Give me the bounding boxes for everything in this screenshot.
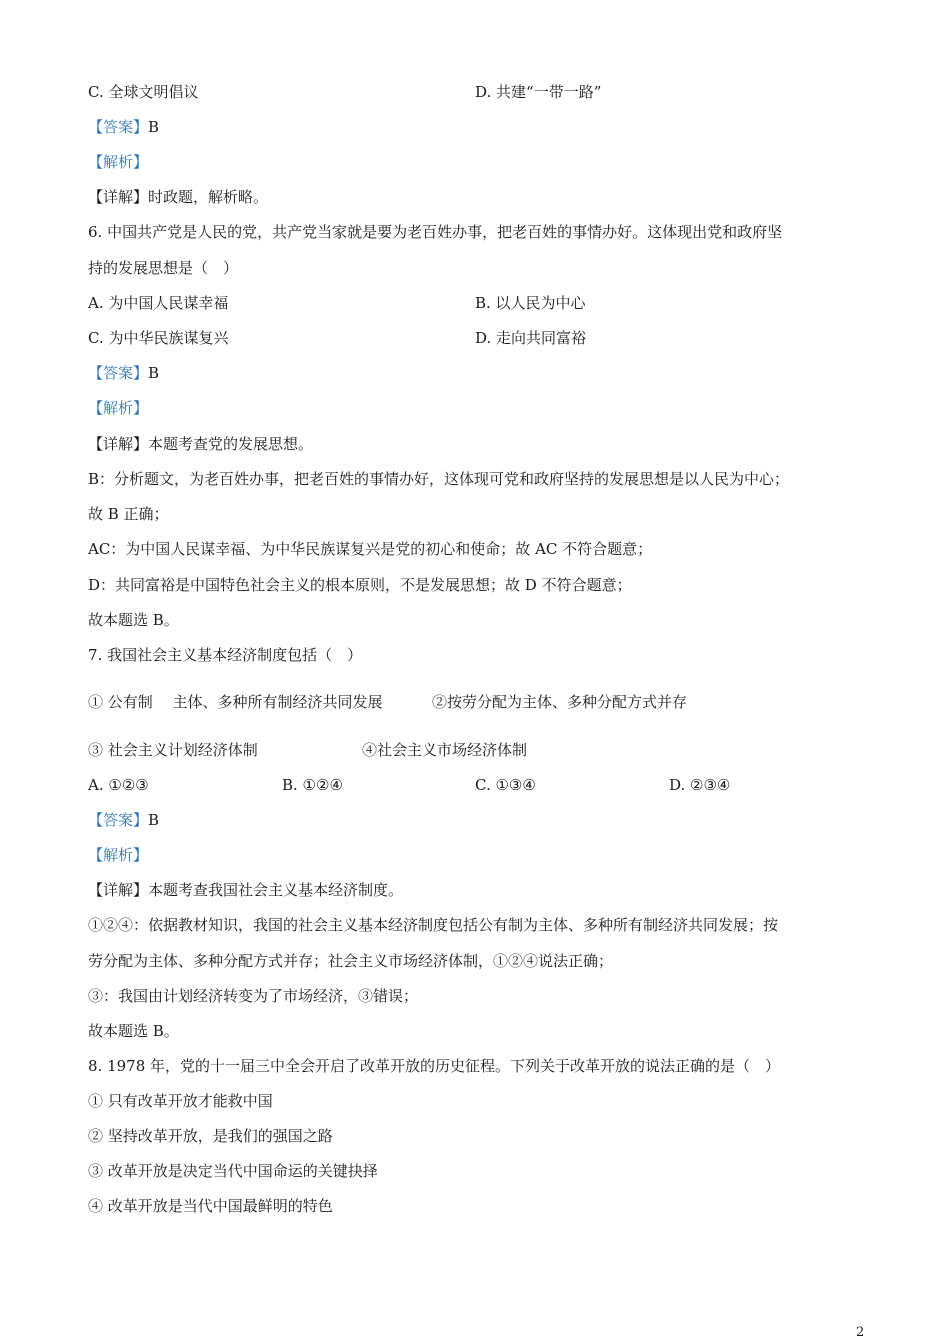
- q7-explain-3: ③：我国由计划经济转变为了市场经济，③错误；: [88, 987, 419, 1005]
- q8-item-4: ④ 改革开放是当代中国最鲜明的特色: [88, 1197, 333, 1215]
- q6-option-c: C. 为中华民族谋复兴: [88, 329, 229, 347]
- q8-item-1: ① 只有改革开放才能救中国: [88, 1092, 273, 1110]
- q6-conclusion: 故本题选 B。: [88, 611, 179, 629]
- page-number: 2: [856, 1325, 865, 1340]
- answer-value: B: [148, 118, 160, 136]
- q7-analysis-tag: 【解析】: [88, 846, 149, 864]
- q8-stem: 8. 1978 年，党的十一届三中全会开启了改革开放的历史征程。下列关于改革开放的说法正确的是（ ）: [88, 1057, 781, 1075]
- q7-item-1: ① 公有制 主体、多种所有制经济共同发展: [88, 693, 383, 711]
- q7-detail: 【详解】本题考查我国社会主义基本经济制度。: [88, 881, 404, 899]
- q7-explain-124-line2: 劳分配为主体、多种分配方式并存；社会主义市场经济体制，①②④说法正确；: [88, 952, 614, 970]
- q5-analysis-tag: 【解析】: [88, 153, 149, 171]
- q8-item-2: ② 坚持改革开放，是我们的强国之路: [88, 1127, 333, 1145]
- q5-detail: 【详解】时政题，解析略。: [88, 188, 269, 206]
- q7-option-c: C. ①③④: [475, 776, 536, 794]
- answer-tag: 【答案】: [88, 364, 149, 382]
- q5-option-d: D. 共建“一带一路”: [475, 83, 602, 101]
- q6-explain-d: D：共同富裕是中国特色社会主义的根本原则，不是发展思想；故 D 不符合题意；: [88, 576, 632, 594]
- answer-value: B: [148, 811, 160, 829]
- q7-option-a: A. ①②③: [88, 776, 149, 794]
- q6-detail: 【详解】本题考查党的发展思想。: [88, 435, 314, 453]
- q7-answer: [88, 810, 159, 830]
- q6-option-d: D. 走向共同富裕: [475, 329, 587, 347]
- q5-answer: [88, 117, 159, 137]
- q6-explain-b-line1: B：分析题文，为老百姓办事，把老百姓的事情办好，这体现可党和政府坚持的发展思想是以人民为中心；: [88, 470, 790, 488]
- q6-answer: [88, 363, 159, 383]
- q7-option-d: D. ②③④: [669, 776, 731, 794]
- q7-item-2: ②按劳分配为主体、多种分配方式并存: [432, 693, 688, 711]
- q6-analysis-tag: 【解析】: [88, 399, 149, 417]
- q6-stem-line2: 持的发展思想是（ ）: [88, 259, 239, 277]
- q6-option-b: B. 以人民为中心: [475, 294, 586, 312]
- q6-explain-ac: AC：为中国人民谋幸福、为中华民族谋复兴是党的初心和使命；故 AC 不符合题意；: [88, 540, 653, 558]
- q6-option-a: A. 为中国人民谋幸福: [88, 294, 229, 312]
- q6-explain-b-line2: 故 B 正确；: [88, 505, 169, 523]
- q6-stem-line1: 6. 中国共产党是人民的党，共产党当家就是要为老百姓办事，把老百姓的事情办好。这体现出党和政府坚: [88, 223, 783, 241]
- answer-tag: 【答案】: [88, 811, 149, 829]
- answer-value: B: [148, 364, 160, 382]
- q7-item-4: ④社会主义市场经济体制: [362, 741, 528, 759]
- q7-conclusion: 故本题选 B。: [88, 1022, 179, 1040]
- q7-explain-124-line1: ①②④：依据教材知识，我国的社会主义基本经济制度包括公有制为主体、多种所有制经济共同发展；按: [88, 916, 779, 934]
- q7-option-b: B. ①②④: [282, 776, 343, 794]
- q8-item-3: ③ 改革开放是决定当代中国命运的关键抉择: [88, 1162, 378, 1180]
- answer-tag: 【答案】: [88, 118, 149, 136]
- q7-item-3: ③ 社会主义计划经济体制: [88, 741, 258, 759]
- q5-option-c: C. 全球文明倡议: [88, 83, 199, 101]
- q7-stem: 7. 我国社会主义基本经济制度包括（ ）: [88, 646, 363, 664]
